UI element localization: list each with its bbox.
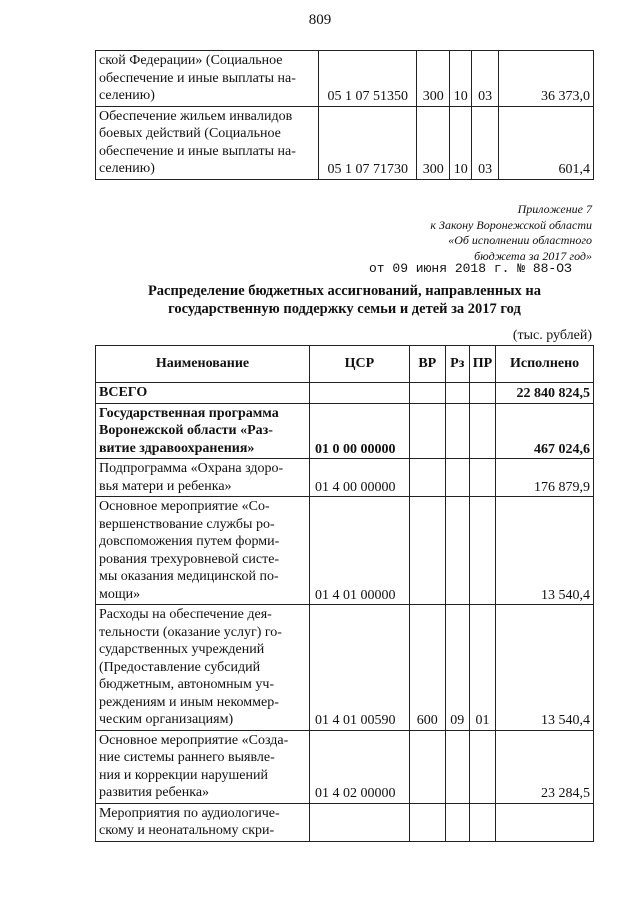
cell-pr [469,497,495,605]
row-name-line: развития ребенка» [99,785,210,800]
cell-rz [445,459,469,497]
header-pr: ПР [469,346,495,383]
cell-amount: 467 024,6 [496,403,594,459]
header-vr: ВР [409,346,445,383]
cell-rz: 10 [450,106,472,179]
total-amount: 22 840 824,5 [496,383,594,404]
total-label: ВСЕГО [96,383,310,404]
appendix-line: «Об исполнении областного [448,233,592,247]
cell-vr: 300 [417,51,450,107]
header-name: Наименование [96,346,310,383]
cell-amount: 601,4 [499,106,594,179]
empty-cell [469,383,495,404]
cell-vr: 600 [409,605,445,731]
table-row [96,803,594,841]
row-name-line: Мероприятия по аудиологиче- [99,805,280,821]
table-row [96,605,594,731]
header-amount: Исполнено [496,346,594,383]
appendix-line: к Закону Воронежской области [430,217,592,232]
row-name [96,403,310,459]
title-line: Распределение бюджетных ассигнований, направленных на [147,283,542,299]
continued-budget-table [95,50,594,180]
row-name-line: селению) [99,88,155,103]
cell-rz [445,803,469,841]
cell-rz: 09 [445,605,469,731]
table-row [96,459,594,497]
cell-vr [409,803,445,841]
row-name-line: Основное мероприятие «Со- [99,499,270,514]
cell-rz [445,730,469,803]
row-name [96,459,310,497]
cell-csr: 01 4 01 00000 [309,497,409,605]
row-name [96,51,319,107]
header-csr: ЦСР [309,346,409,383]
appendix-line: бюджета за 2017 год» [474,248,592,263]
row-name-line: Государственная программа [99,405,279,421]
cell-vr: 300 [417,106,450,179]
cell-vr [409,459,445,497]
document-title [95,282,594,318]
empty-cell [309,383,409,404]
table-row [96,497,594,605]
row-name-line: обеспечение и иные выплаты на- [99,143,296,159]
row-name-line: Подпрограмма «Охрана здоро- [99,461,284,476]
cell-csr: 01 4 02 00000 [309,730,409,803]
cell-rz: 10 [450,51,472,107]
row-name-line: ческим организациям) [99,712,234,727]
cell-pr [469,403,495,459]
cell-pr [469,803,495,841]
row-name-line: Обеспечение жильем инвалидов [99,108,293,124]
cell-rz [445,403,469,459]
table-row [96,403,594,459]
row-name-line: Основное мероприятие «Созда- [99,732,289,748]
row-name-line: ния и коррекции нарушений [99,767,268,783]
budget-allocation-table [95,345,594,842]
row-name-line: обеспечение и иные выплаты на- [99,70,296,86]
table-row [96,106,594,179]
cell-csr: 01 4 00 00000 [309,459,409,497]
row-name-line: мы оказания медицинской по- [99,569,279,584]
row-name-line: скому и неонатальному скри- [99,823,275,838]
cell-amount: 36 373,0 [499,51,594,107]
law-date-stamp: от 09 июня 2018 г. № 88-ОЗ [369,261,572,276]
row-name-line: мощи» [99,586,141,602]
header-rz: Рз [445,346,469,383]
row-name-line: витие здравоохранения» [99,440,255,456]
cell-amount: 176 879,9 [496,459,594,497]
table-row [96,51,594,107]
cell-csr: 05 1 07 71730 [319,106,417,179]
row-name-line: довспоможения путем форми- [99,534,280,549]
row-name [96,730,310,803]
row-name-line: (Предоставление субсидий [99,659,261,675]
row-name-line: боевых действий (Социальное [99,126,281,141]
empty-cell [445,383,469,404]
cell-pr [469,459,495,497]
appendix-note [430,202,592,264]
cell-csr: 01 0 00 00000 [309,403,409,459]
row-name [96,106,319,179]
empty-cell [409,383,445,404]
row-name [96,497,310,605]
cell-pr: 03 [472,51,499,107]
row-name-line: вья матери и ребенка» [99,478,232,494]
cell-pr [469,730,495,803]
total-row [96,383,594,404]
table-header-row [96,346,594,383]
cell-amount: 13 540,4 [496,605,594,731]
cell-vr [409,403,445,459]
row-name-line: рования трехуровневой систе- [99,551,280,567]
row-name-line: Воронежской области «Раз- [99,423,273,438]
cell-pr: 03 [472,106,499,179]
title-line: государственную поддержку семьи и детей за 2017 год [168,301,521,317]
row-name-line: сударственных учреждений [99,642,265,657]
row-name-line: бюджетным, автономным уч- [99,677,275,692]
row-name-line: селению) [99,161,155,176]
cell-amount: 13 540,4 [496,497,594,605]
row-name-line: ской Федерации» (Социальное [99,53,283,68]
row-name [96,605,310,731]
cell-rz [445,497,469,605]
cell-amount: 23 284,5 [496,730,594,803]
appendix-line: Приложение 7 [517,202,592,216]
row-name-line: ние системы раннего выявле- [99,750,275,765]
row-name-line: реждениям и иным некоммер- [99,694,279,710]
cell-vr [409,497,445,605]
row-name-line: Расходы на обеспечение дея- [99,607,272,622]
table-row [96,730,594,803]
cell-pr: 01 [469,605,495,731]
cell-vr [409,730,445,803]
units-label: (тыс. рублей) [512,328,592,343]
row-name-line: тельности (оказание услуг) го- [99,624,282,640]
cell-csr: 05 1 07 51350 [319,51,417,107]
page-number: 809 [308,12,332,28]
cell-csr: 01 4 01 00590 [309,605,409,731]
cell-amount [496,803,594,841]
row-name [96,803,310,841]
row-name-line: вершенствование службы ро- [99,516,275,532]
cell-csr [309,803,409,841]
